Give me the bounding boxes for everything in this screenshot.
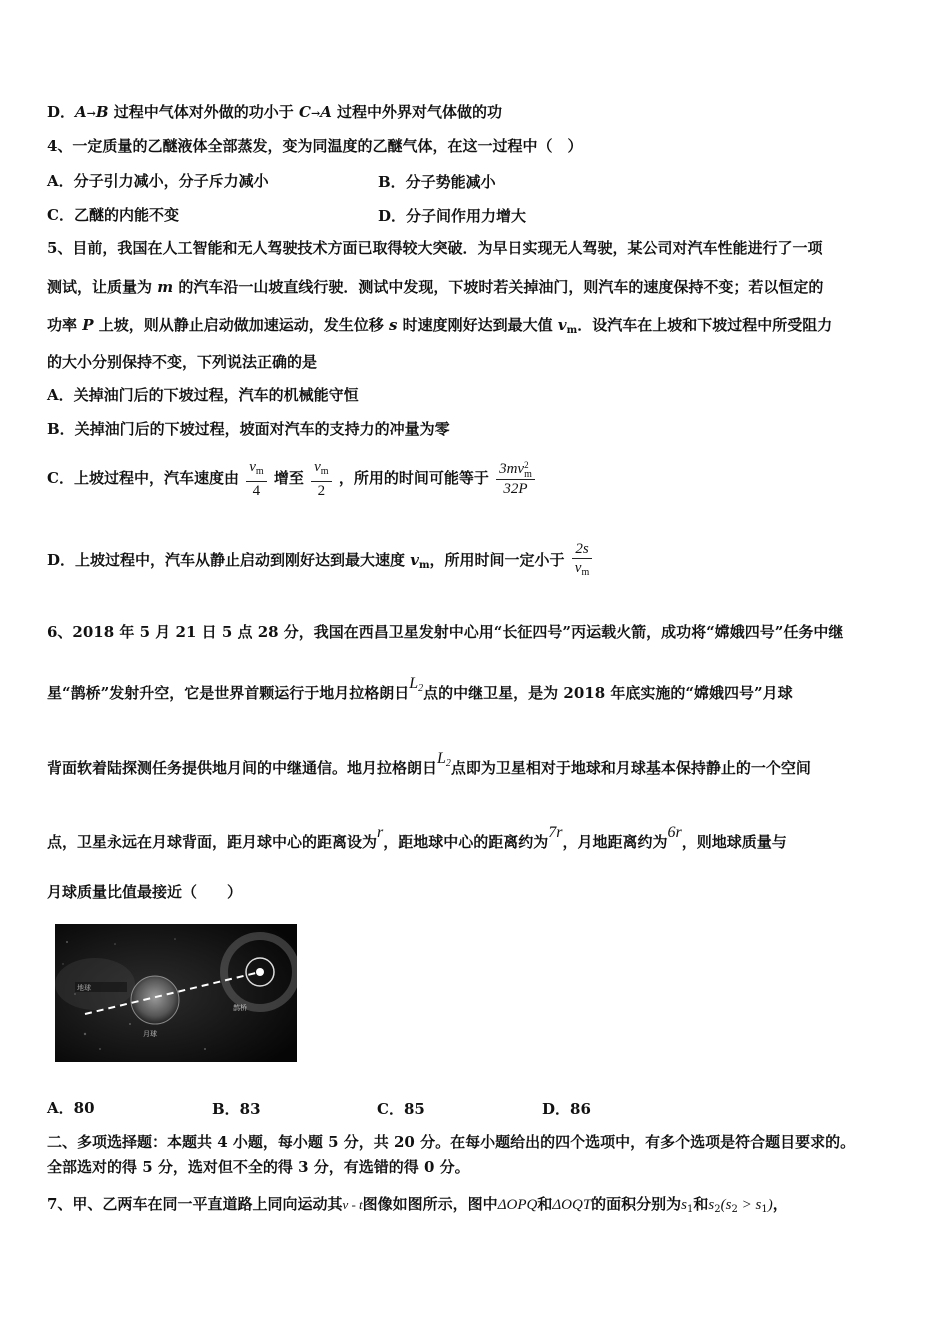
fraction-2s-over-vm: $\frac{2s}{v_m}$	[572, 540, 592, 582]
q3-option-d: D．A→B 过程中气体对外做的功小于 C→A 过程中外界对气体做的功	[47, 103, 503, 121]
q6-option-d: D．86	[542, 1100, 591, 1118]
q4-option-a: A．分子引力减小，分子斥力减小	[47, 172, 269, 190]
q6-option-a: A．80	[47, 1099, 95, 1117]
q6-stem-line1: 6、2018 年 5 月 21 日 5 点 28 分，我国在西昌卫星发射中心用“长征四号”丙运载火箭，成功将“嫦娥四号”任务中继	[47, 623, 844, 641]
fraction-3mv2-over-32p: 3mv 2 m 32P	[496, 460, 535, 498]
q6-stem-line4: 点，卫星永远在月球背面，距月球中心的距离设为r，距地球中心的距离约为7r，月地距离约为6r，则地球质量与	[47, 824, 787, 851]
q5-stem-line2: 测试，让质量为 m 的汽车沿一山坡直线行驶．测试中发现，下坡时若关掉油门，则汽车的速度保持不变；若以恒定的	[47, 278, 824, 296]
q5-stem-line3: 功率 P 上坡，则从静止启动做加速运动，发生位移 s 时速度刚好达到最大值 $v_m$．设汽车在上坡和下坡过程中所受阻力	[47, 316, 833, 336]
fraction-vm-over-2: $\frac{v_m}{2}$	[311, 458, 331, 500]
earth-moon-l2-figure	[55, 924, 297, 1062]
q5-option-b: B．关掉油门后的下坡过程，坡面对汽车的支持力的冲量为零	[47, 420, 450, 438]
q6-stem-line3: 背面软着陆探测任务提供地月间的中继通信。地月拉格朗日$L_2$点即为卫星相对于地球和月球基本保持静止的一个空间	[47, 750, 811, 777]
q6-option-b: B．83	[212, 1100, 261, 1118]
q4-option-d: D．分子间作用力增大	[378, 207, 527, 225]
q4-option-c: C．乙醚的内能不变	[47, 206, 179, 224]
q7-stem-line1: 7、甲、乙两车在同一平直道路上同向运动其v - t图像如图所示，图中ΔOPQ和ΔOQT的面积分别为$s_1$和$s_2(s_2 > s_1)$，	[47, 1195, 788, 1215]
q5-stem-line1: 5、目前，我国在人工智能和无人驾驶技术方面已取得较大突破．为早日实现无人驾驶，某公司对汽车性能进行了一项	[47, 239, 823, 257]
earth-moon-svg	[55, 924, 297, 1062]
fraction-vm-over-4: $\frac{v_m}{4}$	[246, 458, 266, 500]
section2-heading-line2: 全部选对的得 5 分，选对但不全的得 3 分，有选错的得 0 分。	[47, 1158, 470, 1176]
figure-label-relay: 鹊桥	[233, 1004, 247, 1012]
figure-label-earth: 地球	[77, 984, 91, 992]
q6-stem-line2: 星“鹊桥”发射升空，它是世界首颗运行于地月拉格朗日$L_2$点的中继卫星，是为 2018 年底实施的“嫦娥四号”月球	[47, 675, 793, 702]
q4-stem: 4、一定质量的乙醚液体全部蒸发，变为同温度的乙醚气体，在这一过程中（ ）	[47, 137, 583, 155]
q4-option-b: B．分子势能减小	[378, 173, 496, 191]
q5-option-c: C．上坡过程中，汽车速度由 $\frac{v_m}{4}$ 增至 $\frac{v_m}{2}$ ，所用的时间可能等于 3mv 2 m 32P	[47, 458, 537, 500]
q5-option-a: A．关掉油门后的下坡过程，汽车的机械能守恒	[47, 386, 359, 404]
q5-option-d: D．上坡过程中，汽车从静止启动到刚好达到最大速度 $v_m$，所用时间一定小于 $\frac{2s}{v_m}$	[47, 540, 594, 586]
figure-label-moon: 月球	[143, 1030, 157, 1038]
q5-stem-line4: 的大小分别保持不变，下列说法正确的是	[47, 353, 318, 371]
q6-option-c: C．85	[377, 1100, 425, 1118]
section2-heading-line1: 二、多项选择题：本题共 4 小题，每小题 5 分，共 20 分。在每小题给出的四个选项中，有多个选项是符合题目要求的。	[47, 1133, 856, 1151]
q6-stem-line5: 月球质量比值最接近（ ）	[47, 883, 243, 901]
